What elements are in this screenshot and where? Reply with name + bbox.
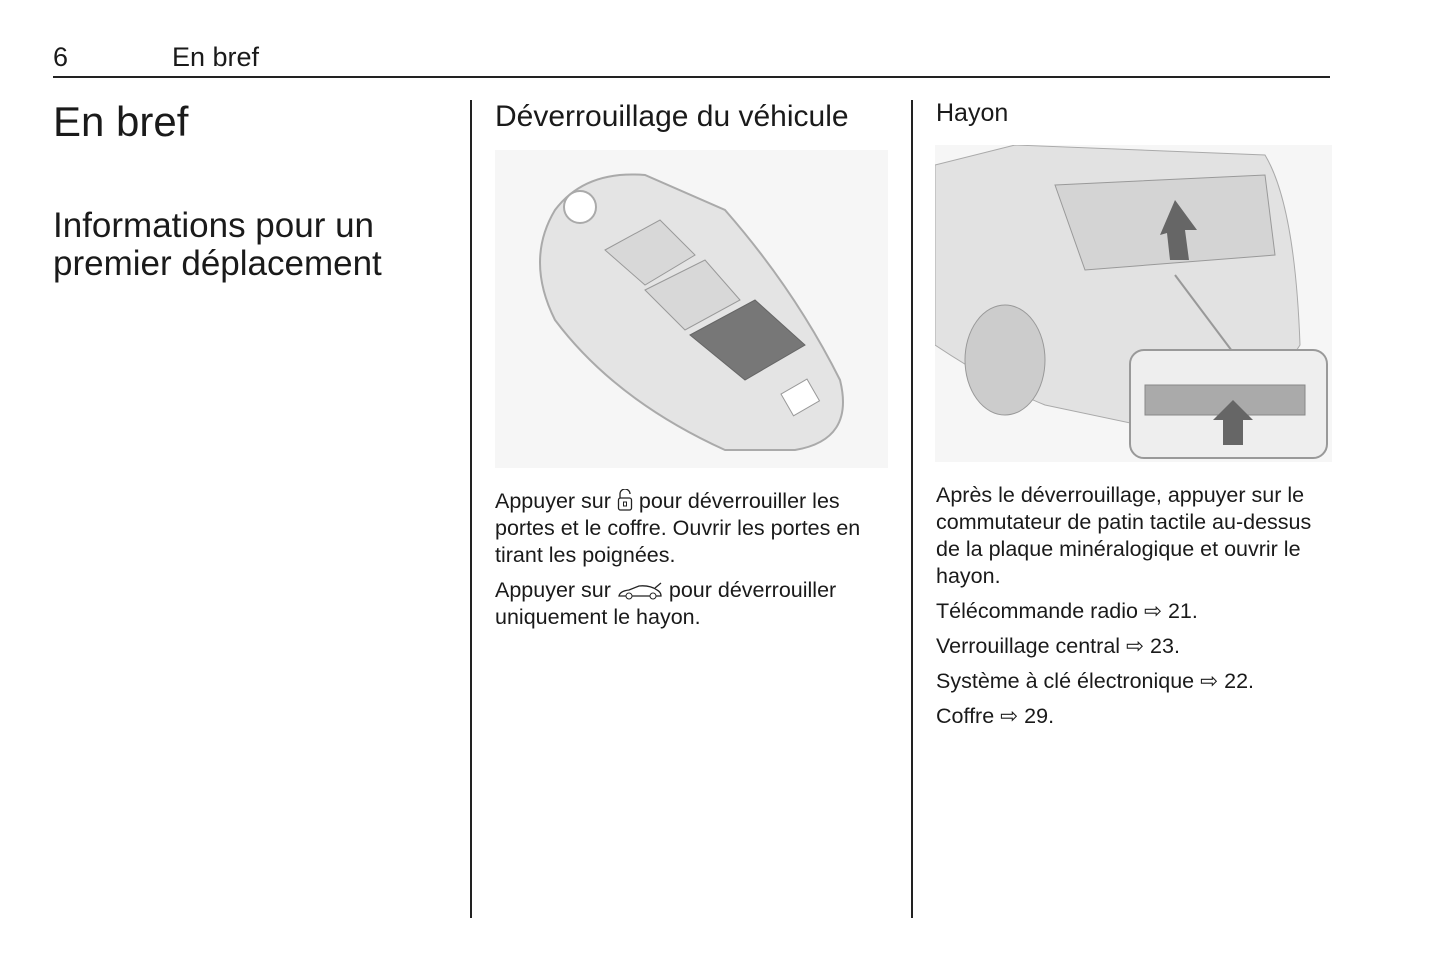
cross-reference[interactable]: Télécommande radio ⇨ 21. [936,599,1198,623]
cross-reference[interactable]: Coffre ⇨ 29. [936,704,1055,728]
column-divider [911,100,913,918]
section-heading: Déverrouillage du véhicule [495,100,849,133]
tailgate-illustration [935,145,1332,462]
arrow-ref-icon: ⇨ [1000,704,1019,728]
running-header: En bref [172,42,260,72]
unlock-icon [617,489,633,511]
cross-reference[interactable]: Système à clé électronique ⇨ 22. [936,669,1255,693]
text: pour déverrouiller les portes et le coffre. Ouvrir les portes en tirant les poignées. [495,489,861,567]
text: pour déverrouiller uniquement le hayon. [495,578,837,629]
col2-body [495,488,895,639]
arrow-ref-icon: ⇨ [1126,634,1145,658]
col3-body [936,482,1336,738]
section-title: Informations pour un premier déplacement [53,206,382,283]
section-heading: Hayon [936,99,1009,127]
header-rule [53,76,1330,78]
column-divider [470,100,472,918]
arrow-ref-icon: ⇨ [1143,599,1162,623]
tailgate-car-icon [617,582,663,600]
arrow-ref-icon: ⇨ [1200,669,1219,693]
key-fob-illustration [495,150,888,468]
text: Après le déverrouillage, appuyer sur le commutateur de patin tactile au-dessus de la plaque minéralogique et ouvrir le hayon. [936,483,1312,588]
text: Appuyer sur [495,578,611,602]
text: Appuyer sur [495,489,611,513]
chapter-title: En bref [53,98,189,145]
cross-reference[interactable]: Verrouillage central ⇨ 23. [936,634,1180,658]
page-number: 6 [53,42,69,72]
